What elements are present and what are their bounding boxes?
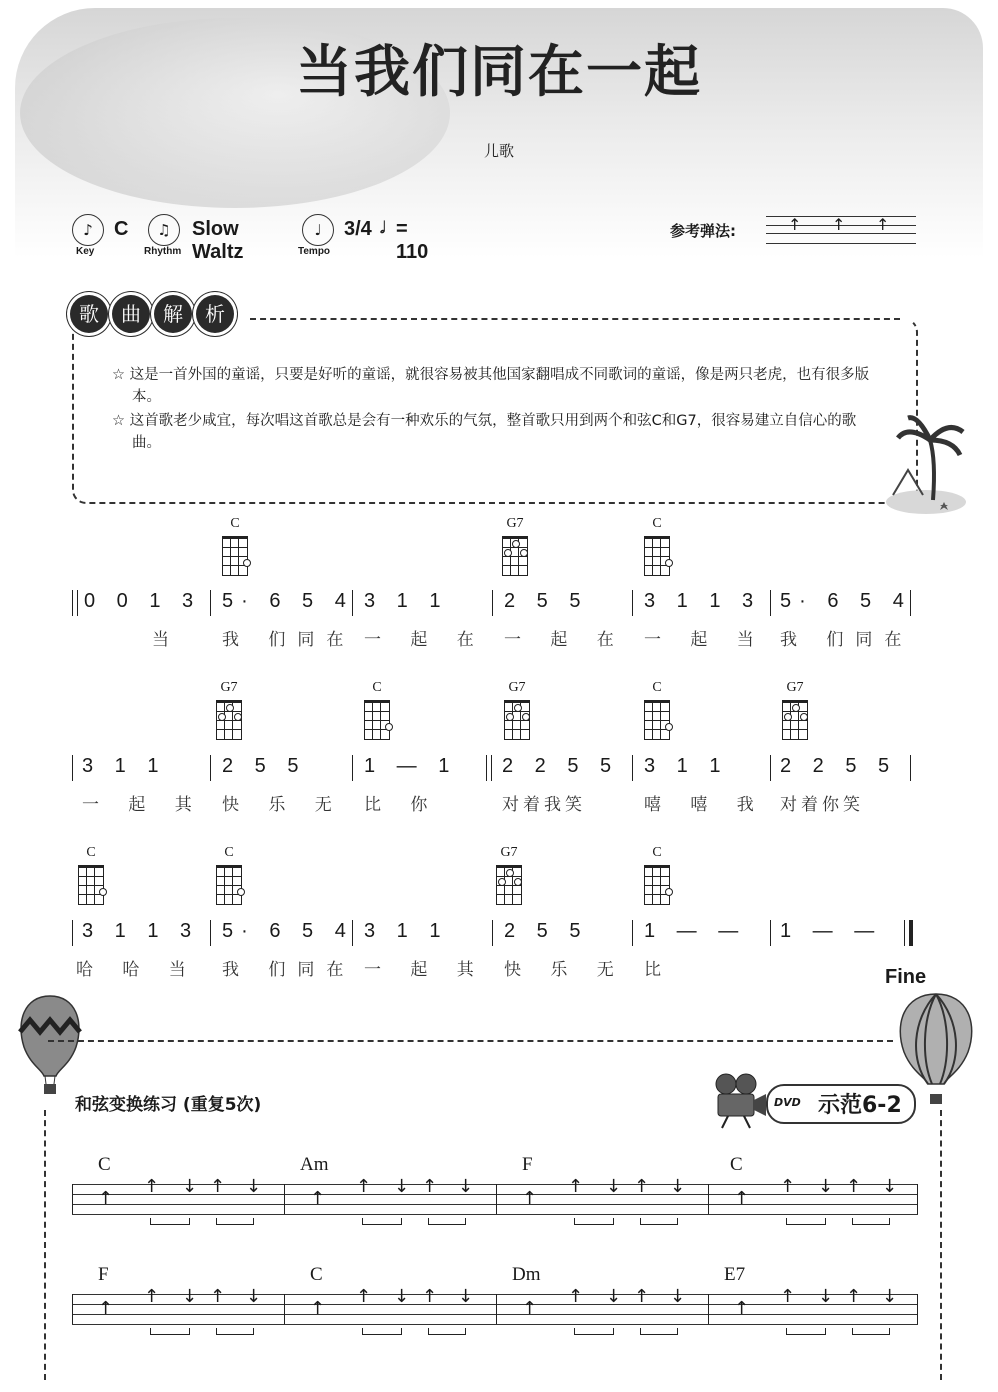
strum-chord: C	[310, 1264, 323, 1285]
finger-dot	[218, 713, 226, 721]
chord-diagram	[218, 516, 252, 576]
measure: 1 — —	[780, 920, 883, 942]
badge-char: 曲	[112, 295, 150, 333]
lyric: 一 起 其	[82, 795, 204, 815]
barline	[632, 920, 633, 946]
measure: 2 5 5	[222, 755, 307, 777]
measure: 2 2 5 5	[780, 755, 898, 777]
up-strum-icon: ↑	[846, 1176, 862, 1197]
end-barline	[904, 920, 913, 946]
finger-dot	[520, 549, 528, 557]
finger-dot	[665, 888, 673, 896]
barline	[770, 755, 771, 781]
up-strum-icon: ↑	[780, 1286, 796, 1307]
beam	[150, 1328, 190, 1335]
tempo-value: = 110	[396, 218, 429, 263]
barline	[352, 590, 353, 616]
finger-dot	[665, 559, 673, 567]
strum-row-1	[72, 1154, 918, 1237]
badge-char: 解	[154, 295, 192, 333]
half-note-icon: 𝅗𝅥	[380, 220, 386, 237]
measure: 3 1 1	[364, 590, 449, 612]
fretboard-grid	[644, 700, 670, 740]
beam	[786, 1218, 826, 1225]
hot-air-balloon-icon	[14, 992, 86, 1102]
chord-name: C	[372, 680, 382, 695]
guitar-icon: ♪	[72, 214, 104, 246]
down-strum-icon: ↓	[458, 1176, 474, 1197]
down-strum-icon: ↓	[606, 1286, 622, 1307]
up-strum-icon: ↑	[846, 1286, 862, 1307]
strum-chord: Am	[300, 1154, 329, 1175]
notation-line-3	[72, 920, 922, 950]
key-value: C	[114, 218, 129, 240]
barline	[910, 590, 911, 616]
lyric: 对着你笑	[780, 795, 864, 815]
measure: 0 0 1 3	[84, 590, 202, 612]
chord-name: C	[86, 845, 96, 860]
finger-dot	[512, 540, 520, 548]
lyric: 哈 哈 当	[76, 960, 198, 980]
finger-dot	[506, 869, 514, 877]
up-strum-icon: ↑	[568, 1176, 584, 1197]
down-strum-icon: ↓	[882, 1176, 898, 1197]
strum-chord: C	[730, 1154, 743, 1175]
chord-name: C	[652, 516, 662, 531]
down-strum-icon: ↓	[882, 1286, 898, 1307]
up-strum-icon: ↑	[210, 1286, 226, 1307]
fretboard-grid	[78, 865, 104, 905]
finger-dot	[665, 723, 673, 731]
time-signature: 3/4	[344, 218, 372, 240]
barline	[770, 590, 771, 616]
chord-diagram	[498, 516, 532, 576]
strum-chord: Dm	[512, 1264, 541, 1285]
chord-diagram	[500, 680, 534, 740]
lyric: 比	[644, 960, 673, 980]
up-strum-icon: ↑	[634, 1286, 650, 1307]
finger-dot	[226, 704, 234, 712]
barline	[632, 590, 633, 616]
beam	[428, 1328, 466, 1335]
start-barline	[72, 590, 78, 616]
finger-dot	[506, 713, 514, 721]
lyric: 一 起 在	[364, 630, 486, 650]
up-strum-icon: ↑	[780, 1176, 796, 1197]
finger-dot	[237, 888, 245, 896]
up-strum-icon: ↑	[310, 1188, 326, 1209]
barline	[910, 755, 911, 781]
barline	[72, 920, 73, 946]
fine-marker: Fine	[885, 966, 927, 988]
measure: 1 — —	[644, 920, 747, 942]
down-strum-icon: ↓	[394, 1286, 410, 1307]
up-strum-icon: ↑	[522, 1188, 538, 1209]
chord-name: G7	[506, 516, 524, 531]
barline	[72, 1184, 73, 1214]
beam	[574, 1218, 614, 1225]
fretboard-grid	[644, 865, 670, 905]
ref-strum-label: 参考弹法:	[670, 222, 736, 240]
song-title: 当我们同在一起	[296, 40, 702, 105]
chord-diagram	[640, 680, 674, 740]
lyric: 比 你	[364, 795, 440, 815]
chord-diagram	[212, 845, 246, 905]
beam	[150, 1218, 190, 1225]
barline	[492, 590, 493, 616]
finger-dot	[498, 878, 506, 886]
measure: 3 1 1 3	[82, 920, 200, 942]
analysis-list	[112, 364, 882, 456]
measure: 3 1 1	[364, 920, 449, 942]
up-arrow-icon: ↑	[832, 215, 846, 234]
double-barline	[486, 755, 492, 781]
barline	[72, 1294, 73, 1324]
up-strum-icon: ↑	[210, 1176, 226, 1197]
measure: 3 1 1	[82, 755, 167, 777]
up-strum-icon: ↑	[634, 1176, 650, 1197]
chord-name: C	[224, 845, 234, 860]
barline	[917, 1184, 918, 1214]
fretboard-grid	[496, 865, 522, 905]
up-strum-icon: ↑	[734, 1188, 750, 1209]
fretboard-grid	[504, 700, 530, 740]
key-caption: Key	[76, 246, 95, 257]
practice-border-right	[940, 1110, 942, 1380]
ref-strum-staff	[766, 216, 916, 244]
lyric: 我 们同在	[222, 960, 356, 980]
analysis-badge	[70, 295, 234, 333]
measure: 3 1 1	[644, 755, 729, 777]
up-arrow-icon: ↑	[876, 215, 890, 234]
practice-title: 和弦变换练习 (重复5次)	[75, 1095, 262, 1115]
beam	[216, 1328, 254, 1335]
up-strum-icon: ↑	[144, 1176, 160, 1197]
chord-diagram	[74, 845, 108, 905]
up-arrow-icon: ↑	[788, 215, 802, 234]
chord-name: G7	[500, 845, 518, 860]
up-strum-icon: ↑	[734, 1298, 750, 1319]
dvd-label: DVD	[774, 1096, 801, 1109]
lyric: 快 乐 无	[222, 795, 344, 815]
lyric: 一 起 当	[644, 630, 766, 650]
finger-dot	[800, 713, 808, 721]
finger-dot	[792, 704, 800, 712]
strum-chord: E7	[724, 1264, 746, 1285]
practice-border-top	[48, 1040, 893, 1042]
down-strum-icon: ↓	[818, 1286, 834, 1307]
measure: 2 2 5 5	[502, 755, 620, 777]
down-strum-icon: ↓	[182, 1176, 198, 1197]
badge-char: 歌	[70, 295, 108, 333]
chord-diagram	[640, 845, 674, 905]
up-strum-icon: ↑	[356, 1176, 372, 1197]
lyric: 快 乐 无	[504, 960, 626, 980]
lyric: 当	[152, 630, 181, 650]
finger-dot	[522, 713, 530, 721]
barline	[917, 1294, 918, 1324]
fretboard-grid	[222, 536, 248, 576]
up-strum-icon: ↑	[310, 1298, 326, 1319]
finger-dot	[784, 713, 792, 721]
chord-name: G7	[220, 680, 238, 695]
notation-line-2	[72, 755, 922, 785]
down-strum-icon: ↓	[670, 1286, 686, 1307]
measure: 5· 6 5 4	[222, 920, 354, 942]
finger-dot	[504, 549, 512, 557]
chord-name: C	[652, 680, 662, 695]
down-strum-icon: ↓	[246, 1286, 262, 1307]
practice-border-left	[44, 1110, 46, 1380]
up-strum-icon: ↑	[422, 1176, 438, 1197]
up-strum-icon: ↑	[356, 1286, 372, 1307]
barline	[284, 1294, 285, 1324]
chord-diagram	[640, 516, 674, 576]
analysis-item: ☆ 这是一首外国的童谣，只要是好听的童谣，就很容易被其他国家翻唱成不同歌词的童谣，像是两只老虎，也有很多版本。	[112, 367, 870, 405]
beam	[216, 1218, 254, 1225]
lyric: 我 们同在	[222, 630, 356, 650]
beam	[852, 1328, 890, 1335]
badge-char: 析	[196, 295, 234, 333]
up-strum-icon: ↑	[98, 1298, 114, 1319]
barline	[496, 1184, 497, 1214]
barline	[770, 920, 771, 946]
beam	[428, 1218, 466, 1225]
barline	[492, 920, 493, 946]
down-strum-icon: ↓	[394, 1176, 410, 1197]
beam	[640, 1218, 678, 1225]
down-strum-icon: ↓	[606, 1176, 622, 1197]
up-strum-icon: ↑	[144, 1286, 160, 1307]
finger-dot	[514, 704, 522, 712]
barline	[352, 920, 353, 946]
barline	[496, 1294, 497, 1324]
fretboard-grid	[644, 536, 670, 576]
demo-badge[interactable]	[708, 1070, 918, 1130]
song-composer: 儿歌	[483, 142, 514, 160]
fretboard-grid	[364, 700, 390, 740]
chord-diagram	[778, 680, 812, 740]
barline	[632, 755, 633, 781]
fretboard-grid	[502, 536, 528, 576]
chord-name: C	[652, 845, 662, 860]
lyric: 一 起 在	[504, 630, 626, 650]
fretboard-grid	[216, 700, 242, 740]
chord-name: G7	[786, 680, 804, 695]
lyric: 对着我笑	[502, 795, 586, 815]
beam	[640, 1328, 678, 1335]
beam	[362, 1328, 402, 1335]
up-strum-icon: ↑	[522, 1298, 538, 1319]
barline	[210, 755, 211, 781]
chord-name: G7	[508, 680, 526, 695]
down-strum-icon: ↓	[182, 1286, 198, 1307]
analysis-item: ☆ 这首歌老少咸宜，每次唱这首歌总是会有一种欢乐的气氛，整首歌只用到两个和弦C和G7，很容易建立自信心的歌曲。	[112, 413, 857, 451]
rhythm-value: Slow Waltz	[192, 218, 244, 263]
rhythm-caption: Rhythm	[144, 246, 182, 257]
measure: 3 1 1 3	[644, 590, 762, 612]
finger-dot	[243, 559, 251, 567]
strum-chord: F	[522, 1154, 533, 1175]
measure: 5· 6 5 4	[780, 590, 912, 612]
barline	[210, 590, 211, 616]
drum-icon: ♩	[302, 214, 334, 246]
finger-dot	[514, 878, 522, 886]
video-camera-icon	[708, 1070, 770, 1130]
finger-dot	[99, 888, 107, 896]
palm-beach-chair-icon	[878, 410, 968, 520]
demo-label: 示范6-2	[818, 1093, 902, 1118]
barline	[708, 1184, 709, 1214]
barline	[352, 755, 353, 781]
down-strum-icon: ↓	[246, 1176, 262, 1197]
barline	[210, 920, 211, 946]
up-strum-icon: ↑	[568, 1286, 584, 1307]
measure: 2 5 5	[504, 590, 589, 612]
chord-name: C	[230, 516, 240, 531]
beam	[786, 1328, 826, 1335]
strum-chord: F	[98, 1264, 109, 1285]
barline	[72, 755, 73, 781]
down-strum-icon: ↓	[458, 1286, 474, 1307]
finger-dot	[234, 713, 242, 721]
tempo-caption: Tempo	[298, 246, 331, 257]
up-strum-icon: ↑	[422, 1286, 438, 1307]
chord-diagram	[492, 845, 526, 905]
measure: 1 — 1	[364, 755, 458, 777]
measure: 5· 6 5 4	[222, 590, 354, 612]
down-strum-icon: ↓	[670, 1176, 686, 1197]
strum-row-2	[72, 1264, 918, 1347]
chord-diagram	[360, 680, 394, 740]
beam	[574, 1328, 614, 1335]
lyric: 一 起 其	[364, 960, 486, 980]
finger-dot	[385, 723, 393, 731]
beam	[852, 1218, 890, 1225]
strum-chord: C	[98, 1154, 111, 1175]
barline	[708, 1294, 709, 1324]
barline	[284, 1184, 285, 1214]
lyric: 我 们同在	[780, 630, 914, 650]
measure: 2 5 5	[504, 920, 589, 942]
notation-line-1	[72, 590, 922, 620]
fretboard-grid	[782, 700, 808, 740]
lyric: 嘻 嘻 我	[644, 795, 766, 815]
fretboard-grid	[216, 865, 242, 905]
up-strum-icon: ↑	[98, 1188, 114, 1209]
beam	[362, 1218, 402, 1225]
maracas-icon: ♫	[148, 214, 180, 246]
down-strum-icon: ↓	[818, 1176, 834, 1197]
chord-diagram	[212, 680, 246, 740]
